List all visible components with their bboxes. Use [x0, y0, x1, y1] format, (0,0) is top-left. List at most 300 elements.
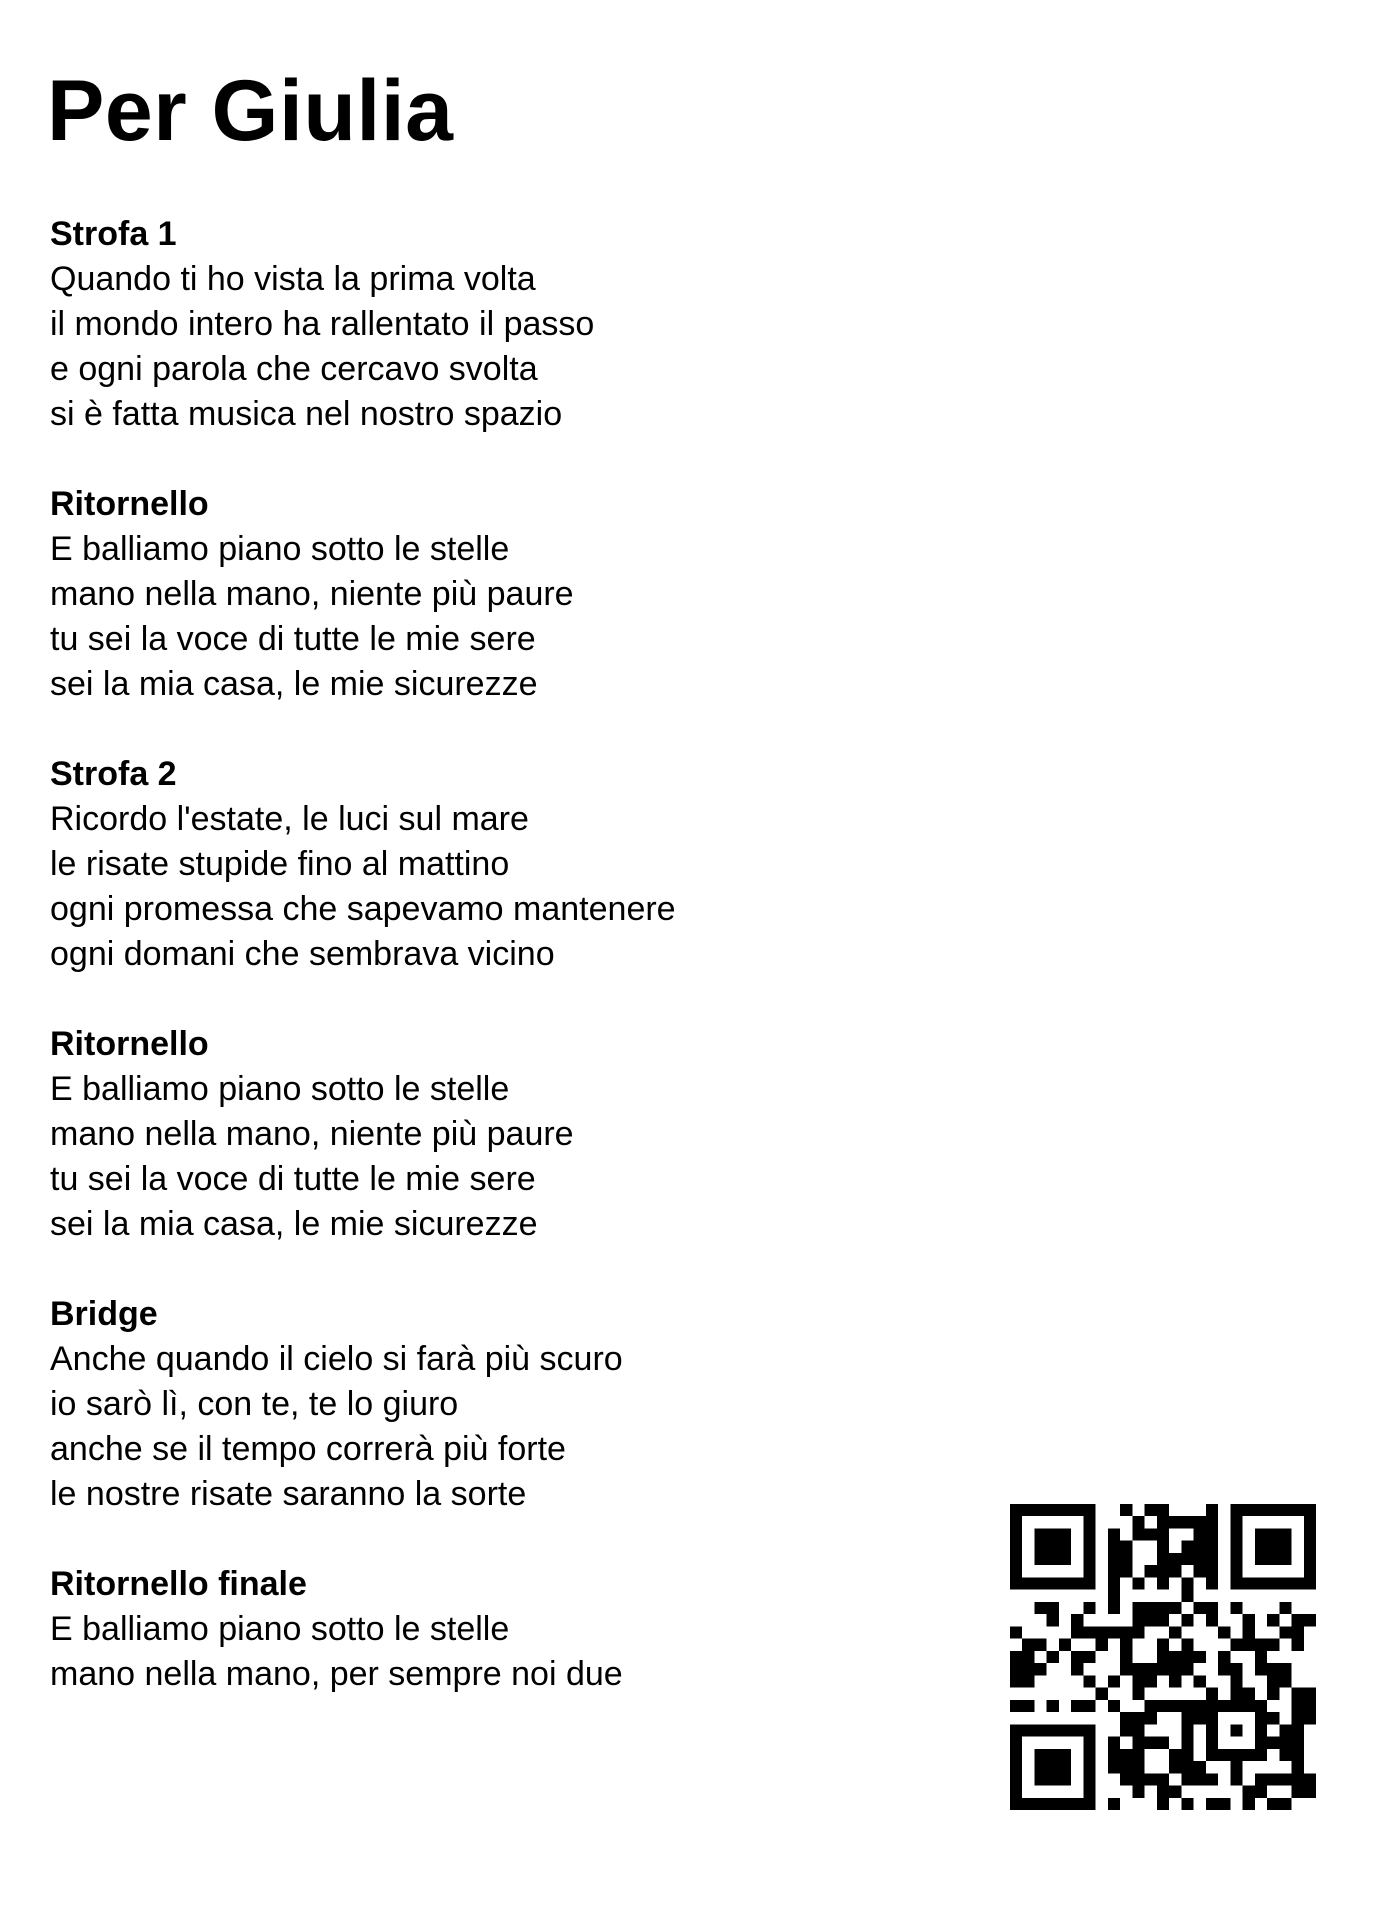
qr-module — [1145, 1737, 1157, 1749]
qr-module — [1255, 1541, 1267, 1553]
qr-module — [1169, 1553, 1181, 1565]
qr-module — [1181, 1700, 1193, 1712]
qr-module — [1010, 1541, 1022, 1553]
qr-module — [1169, 1700, 1181, 1712]
lyric-line: le nostre risate saranno la sorte — [50, 1475, 527, 1513]
section-heading: Ritornello finale — [50, 1565, 307, 1603]
qr-module — [1120, 1541, 1132, 1553]
qr-module — [1059, 1577, 1071, 1589]
lyric-line: e ogni parola che cercavo svolta — [50, 350, 538, 388]
qr-module — [1206, 1737, 1218, 1749]
qr-module — [1120, 1724, 1132, 1736]
qr-module — [1255, 1651, 1267, 1663]
qr-module — [1108, 1626, 1120, 1638]
qr-module — [1022, 1798, 1034, 1810]
qr-module — [1010, 1565, 1022, 1577]
qr-module — [1181, 1541, 1193, 1553]
qr-module — [1181, 1590, 1193, 1602]
qr-module — [1218, 1798, 1230, 1810]
qr-module — [1120, 1712, 1132, 1724]
qr-module — [1047, 1614, 1059, 1626]
qr-module — [1243, 1577, 1255, 1589]
qr-module — [1194, 1651, 1206, 1663]
qr-module — [1132, 1712, 1144, 1724]
qr-module — [1083, 1602, 1095, 1614]
qr-module — [1243, 1639, 1255, 1651]
qr-module — [1034, 1602, 1046, 1614]
qr-module — [1181, 1712, 1193, 1724]
qr-module — [1279, 1663, 1291, 1675]
qr-module — [1243, 1798, 1255, 1810]
qr-module — [1243, 1504, 1255, 1516]
lyric-line: mano nella mano, niente più paure — [50, 575, 574, 613]
qr-module — [1157, 1786, 1169, 1798]
lyric-line: E balliamo piano sotto le stelle — [50, 530, 510, 568]
lyric-line: mano nella mano, niente più paure — [50, 1115, 574, 1153]
qr-module — [1267, 1614, 1279, 1626]
qr-module — [1071, 1798, 1083, 1810]
qr-module — [1047, 1798, 1059, 1810]
qr-module — [1157, 1553, 1169, 1565]
qr-module — [1108, 1565, 1120, 1577]
qr-module — [1243, 1688, 1255, 1700]
qr-module — [1132, 1688, 1144, 1700]
qr-module — [1230, 1504, 1242, 1516]
qr-module — [1255, 1577, 1267, 1589]
qr-module — [1083, 1798, 1095, 1810]
qr-module — [1255, 1749, 1267, 1761]
qr-module — [1194, 1516, 1206, 1528]
qr-module — [1010, 1724, 1022, 1736]
qr-module — [1108, 1675, 1120, 1687]
lyric-line: ogni domani che sembrava vicino — [50, 935, 555, 973]
qr-module — [1059, 1798, 1071, 1810]
qr-module — [1230, 1663, 1242, 1675]
qr-module — [1071, 1626, 1083, 1638]
qr-module — [1206, 1798, 1218, 1810]
qr-module — [1120, 1639, 1132, 1651]
qr-module — [1304, 1516, 1316, 1528]
qr-module — [1120, 1773, 1132, 1785]
qr-module — [1132, 1773, 1144, 1785]
qr-module — [1059, 1639, 1071, 1651]
section-strofa-2 — [50, 752, 950, 977]
qr-module — [1083, 1504, 1095, 1516]
qr-module — [1218, 1700, 1230, 1712]
qr-module — [1132, 1786, 1144, 1798]
qr-module — [1132, 1602, 1144, 1614]
qr-code-icon[interactable] — [1010, 1504, 1316, 1810]
qr-module — [1132, 1737, 1144, 1749]
qr-module — [1292, 1761, 1304, 1773]
qr-module — [1096, 1688, 1108, 1700]
qr-module — [1181, 1749, 1193, 1761]
qr-module — [1010, 1504, 1022, 1516]
qr-module — [1083, 1553, 1095, 1565]
qr-module — [1071, 1504, 1083, 1516]
qr-module — [1181, 1798, 1193, 1810]
qr-module — [1157, 1737, 1169, 1749]
qr-module — [1083, 1700, 1095, 1712]
qr-module — [1243, 1749, 1255, 1761]
qr-module — [1120, 1504, 1132, 1516]
qr-module — [1145, 1528, 1157, 1540]
lyric-line: Anche quando il cielo si farà più scuro — [50, 1340, 623, 1378]
qr-module — [1120, 1565, 1132, 1577]
qr-module — [1083, 1749, 1095, 1761]
qr-module — [1279, 1504, 1291, 1516]
qr-module — [1083, 1651, 1095, 1663]
qr-module — [1169, 1602, 1181, 1614]
qr-module — [1218, 1651, 1230, 1663]
qr-module — [1047, 1724, 1059, 1736]
qr-module — [1230, 1639, 1242, 1651]
qr-module — [1255, 1504, 1267, 1516]
qr-module — [1304, 1712, 1316, 1724]
qr-module — [1181, 1577, 1193, 1589]
qr-module — [1292, 1626, 1304, 1638]
qr-module — [1267, 1577, 1279, 1589]
qr-module — [1230, 1724, 1242, 1736]
qr-module — [1206, 1724, 1218, 1736]
qr-module — [1194, 1553, 1206, 1565]
qr-module — [1230, 1577, 1242, 1589]
qr-module — [1181, 1663, 1193, 1675]
qr-module — [1255, 1724, 1267, 1736]
lyric-line: io sarò lì, con te, te lo giuro — [50, 1385, 459, 1423]
qr-module — [1279, 1749, 1291, 1761]
qr-module — [1034, 1528, 1046, 1540]
qr-module — [1304, 1541, 1316, 1553]
qr-module — [1279, 1798, 1291, 1810]
section-ritornello-finale — [50, 1562, 950, 1697]
qr-module — [1230, 1565, 1242, 1577]
qr-module — [1132, 1516, 1144, 1528]
qr-module — [1047, 1700, 1059, 1712]
qr-module — [1255, 1553, 1267, 1565]
qr-module — [1145, 1700, 1157, 1712]
section-heading: Strofa 2 — [50, 755, 177, 793]
qr-module — [1279, 1541, 1291, 1553]
qr-module — [1145, 1675, 1157, 1687]
qr-module — [1181, 1737, 1193, 1749]
lyric-line: il mondo intero ha rallentato il passo — [50, 305, 595, 343]
qr-module — [1255, 1786, 1267, 1798]
qr-module — [1059, 1528, 1071, 1540]
qr-module — [1083, 1761, 1095, 1773]
qr-module — [1292, 1712, 1304, 1724]
qr-module — [1181, 1639, 1193, 1651]
qr-module — [1047, 1553, 1059, 1565]
qr-module — [1206, 1565, 1218, 1577]
qr-module — [1292, 1724, 1304, 1736]
qr-module — [1108, 1553, 1120, 1565]
qr-module — [1230, 1700, 1242, 1712]
lyric-line: anche se il tempo correrà più forte — [50, 1430, 566, 1468]
qr-module — [1292, 1773, 1304, 1785]
qr-module — [1181, 1553, 1193, 1565]
section-heading: Strofa 1 — [50, 215, 177, 253]
qr-module — [1292, 1786, 1304, 1798]
qr-module — [1292, 1577, 1304, 1589]
qr-module — [1255, 1700, 1267, 1712]
qr-module — [1243, 1786, 1255, 1798]
qr-module — [1022, 1651, 1034, 1663]
qr-module — [1206, 1614, 1218, 1626]
qr-module — [1010, 1786, 1022, 1798]
lyrics — [50, 212, 950, 1742]
qr-module — [1206, 1504, 1218, 1516]
qr-module — [1022, 1700, 1034, 1712]
qr-module — [1132, 1577, 1144, 1589]
qr-module — [1279, 1577, 1291, 1589]
qr-module — [1230, 1773, 1242, 1785]
qr-module — [1169, 1626, 1181, 1638]
qr-module — [1267, 1639, 1279, 1651]
qr-module — [1010, 1651, 1022, 1663]
qr-module — [1120, 1663, 1132, 1675]
qr-module — [1181, 1773, 1193, 1785]
qr-module — [1157, 1798, 1169, 1810]
section-strofa-1 — [50, 212, 950, 437]
qr-module — [1145, 1614, 1157, 1626]
qr-module — [1034, 1749, 1046, 1761]
section-ritornello-2 — [50, 1022, 950, 1247]
qr-module — [1010, 1663, 1022, 1675]
qr-module — [1047, 1602, 1059, 1614]
qr-module — [1292, 1700, 1304, 1712]
qr-module — [1096, 1626, 1108, 1638]
qr-module — [1292, 1749, 1304, 1761]
page-title: Per Giulia — [47, 63, 454, 159]
qr-module — [1230, 1602, 1242, 1614]
qr-module — [1034, 1724, 1046, 1736]
qr-module — [1267, 1541, 1279, 1553]
lyric-line: sei la mia casa, le mie sicurezze — [50, 665, 538, 703]
qr-module — [1010, 1749, 1022, 1761]
qr-module — [1206, 1749, 1218, 1761]
qr-module — [1059, 1773, 1071, 1785]
qr-module — [1181, 1516, 1193, 1528]
qr-module — [1157, 1504, 1169, 1516]
qr-module — [1230, 1761, 1242, 1773]
qr-module — [1267, 1737, 1279, 1749]
qr-module — [1157, 1528, 1169, 1540]
qr-module — [1034, 1553, 1046, 1565]
qr-module — [1083, 1516, 1095, 1528]
qr-module — [1304, 1528, 1316, 1540]
qr-module — [1304, 1773, 1316, 1785]
qr-module — [1194, 1602, 1206, 1614]
qr-module — [1194, 1675, 1206, 1687]
qr-module — [1145, 1565, 1157, 1577]
qr-module — [1267, 1798, 1279, 1810]
qr-module — [1267, 1773, 1279, 1785]
qr-module — [1059, 1724, 1071, 1736]
qr-module — [1010, 1773, 1022, 1785]
qr-module — [1047, 1761, 1059, 1773]
qr-module — [1034, 1761, 1046, 1773]
qr-module — [1022, 1724, 1034, 1736]
lyric-line: E balliamo piano sotto le stelle — [50, 1070, 510, 1108]
qr-module — [1083, 1577, 1095, 1589]
qr-module — [1071, 1663, 1083, 1675]
qr-module — [1034, 1541, 1046, 1553]
qr-module — [1279, 1553, 1291, 1565]
lyric-line: ogni promessa che sapevamo mantenere — [50, 890, 676, 928]
qr-module — [1010, 1761, 1022, 1773]
qr-module — [1267, 1528, 1279, 1540]
qr-module — [1255, 1663, 1267, 1675]
qr-module — [1108, 1737, 1120, 1749]
qr-module — [1145, 1504, 1157, 1516]
qr-module — [1279, 1626, 1291, 1638]
qr-module — [1132, 1663, 1144, 1675]
qr-module — [1267, 1675, 1279, 1687]
qr-module — [1034, 1663, 1046, 1675]
qr-module — [1157, 1541, 1169, 1553]
qr-module — [1181, 1724, 1193, 1736]
qr-module — [1243, 1626, 1255, 1638]
qr-module — [1010, 1516, 1022, 1528]
qr-module — [1034, 1773, 1046, 1785]
qr-module — [1181, 1651, 1193, 1663]
qr-module — [1255, 1773, 1267, 1785]
qr-module — [1145, 1663, 1157, 1675]
lyric-line: Quando ti ho vista la prima volta — [50, 260, 536, 298]
qr-module — [1304, 1700, 1316, 1712]
qr-module — [1157, 1516, 1169, 1528]
qr-module — [1022, 1675, 1034, 1687]
qr-module — [1194, 1761, 1206, 1773]
lyric-line: tu sei la voce di tutte le mie sere — [50, 1160, 536, 1198]
qr-module — [1108, 1761, 1120, 1773]
qr-module — [1304, 1614, 1316, 1626]
qr-module — [1145, 1712, 1157, 1724]
qr-module — [1194, 1712, 1206, 1724]
qr-module — [1194, 1565, 1206, 1577]
qr-module — [1083, 1773, 1095, 1785]
qr-module — [1108, 1590, 1120, 1602]
lyric-line: E balliamo piano sotto le stelle — [50, 1610, 510, 1648]
qr-module — [1108, 1700, 1120, 1712]
qr-module — [1145, 1773, 1157, 1785]
qr-module — [1292, 1737, 1304, 1749]
section-bridge — [50, 1292, 950, 1517]
qr-module — [1255, 1528, 1267, 1540]
qr-module — [1132, 1749, 1144, 1761]
qr-module — [1132, 1626, 1144, 1638]
qr-module — [1071, 1614, 1083, 1626]
qr-module — [1083, 1541, 1095, 1553]
qr-module — [1022, 1504, 1034, 1516]
qr-module — [1206, 1577, 1218, 1589]
qr-module — [1230, 1541, 1242, 1553]
qr-module — [1292, 1614, 1304, 1626]
qr-module — [1157, 1565, 1169, 1577]
qr-module — [1108, 1541, 1120, 1553]
qr-module — [1071, 1700, 1083, 1712]
qr-module — [1194, 1700, 1206, 1712]
qr-module — [1120, 1626, 1132, 1638]
qr-module — [1083, 1737, 1095, 1749]
qr-module — [1047, 1577, 1059, 1589]
qr-module — [1206, 1688, 1218, 1700]
qr-module — [1218, 1663, 1230, 1675]
qr-module — [1304, 1786, 1316, 1798]
qr-module — [1194, 1773, 1206, 1785]
qr-module — [1083, 1786, 1095, 1798]
qr-module — [1010, 1675, 1022, 1687]
qr-module — [1108, 1798, 1120, 1810]
qr-module — [1255, 1639, 1267, 1651]
qr-module — [1267, 1504, 1279, 1516]
qr-module — [1206, 1553, 1218, 1565]
qr-module — [1169, 1516, 1181, 1528]
qr-module — [1071, 1651, 1083, 1663]
qr-module — [1108, 1577, 1120, 1589]
qr-module — [1230, 1528, 1242, 1540]
qr-module — [1059, 1761, 1071, 1773]
qr-module — [1120, 1553, 1132, 1565]
qr-module — [1034, 1639, 1046, 1651]
qr-module — [1292, 1504, 1304, 1516]
qr-module — [1206, 1700, 1218, 1712]
qr-module — [1304, 1688, 1316, 1700]
qr-module — [1034, 1504, 1046, 1516]
lyric-line: mano nella mano, per sempre noi due — [50, 1655, 623, 1693]
section-ritornello-1 — [50, 482, 950, 707]
lyric-line: si è fatta musica nel nostro spazio — [50, 395, 563, 433]
qr-module — [1071, 1577, 1083, 1589]
qr-module — [1047, 1749, 1059, 1761]
qr-module — [1120, 1651, 1132, 1663]
section-heading: Ritornello — [50, 1025, 209, 1063]
qr-module — [1059, 1541, 1071, 1553]
qr-module — [1047, 1773, 1059, 1785]
qr-module — [1255, 1737, 1267, 1749]
qr-module — [1169, 1786, 1181, 1798]
qr-module — [1206, 1712, 1218, 1724]
qr-module — [1230, 1688, 1242, 1700]
qr-module — [1181, 1614, 1193, 1626]
qr-module — [1169, 1663, 1181, 1675]
qr-module — [1230, 1553, 1242, 1565]
qr-module — [1218, 1626, 1230, 1638]
section-heading: Bridge — [50, 1295, 158, 1333]
qr-module — [1022, 1639, 1034, 1651]
qr-module — [1157, 1773, 1169, 1785]
qr-module — [1169, 1651, 1181, 1663]
qr-module — [1267, 1712, 1279, 1724]
qr-module — [1071, 1724, 1083, 1736]
qr-module — [1047, 1528, 1059, 1540]
qr-module — [1047, 1504, 1059, 1516]
qr-module — [1083, 1565, 1095, 1577]
qr-module — [1194, 1541, 1206, 1553]
qr-module — [1169, 1761, 1181, 1773]
qr-module — [1194, 1528, 1206, 1540]
qr-module — [1206, 1541, 1218, 1553]
qr-module — [1206, 1516, 1218, 1528]
qr-module — [1206, 1773, 1218, 1785]
qr-module — [1120, 1761, 1132, 1773]
qr-module — [1304, 1577, 1316, 1589]
qr-module — [1157, 1602, 1169, 1614]
section-heading: Ritornello — [50, 485, 209, 523]
qr-module — [1010, 1737, 1022, 1749]
qr-module — [1132, 1528, 1144, 1540]
